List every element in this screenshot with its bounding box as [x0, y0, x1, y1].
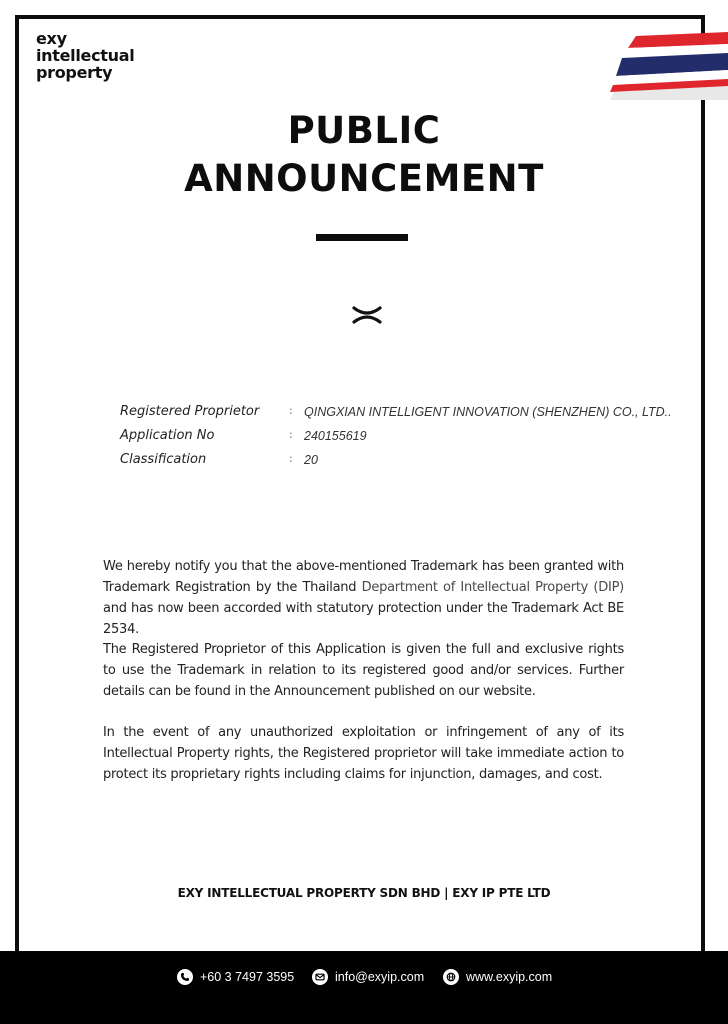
detail-colon: :	[289, 452, 293, 465]
footer-bar	[0, 951, 728, 1024]
detail-colon: :	[289, 404, 293, 417]
footer-phone-text: +60 3 7497 3595	[200, 970, 295, 984]
notice-paragraph-2: The Registered Proprietor of this Application is given the full and exclusive rights to use the Trademark in relation to its registered good and/or services. Further details can be found in the Announcement published on our website.	[103, 642, 624, 699]
phone-icon	[177, 969, 193, 985]
detail-label: Registered Proprietor	[120, 404, 260, 419]
p1-text-before: We hereby notify you that the above-mentioned Trademark has been granted with Trademark Registration by the Thailand	[103, 559, 624, 595]
detail-label: Application No	[120, 428, 215, 443]
footer-website-text: www.exyip.com	[466, 970, 553, 984]
logo-line-2: intellectual	[36, 46, 135, 65]
p1-text-after: and has now been accorded with statutory protection under the Trademark Act BE 2534.	[103, 601, 624, 637]
page-title-line-1: PUBLIC	[287, 109, 441, 152]
footer-website[interactable]	[443, 968, 552, 986]
page-title-line-2: ANNOUNCEMENT	[184, 157, 544, 200]
detail-value: 240155619	[304, 429, 367, 443]
detail-row	[120, 452, 680, 476]
logo-line-3: property	[36, 63, 113, 82]
detail-row	[120, 428, 680, 452]
footer-email[interactable]	[312, 968, 424, 986]
company-name-line: EXY INTELLECTUAL PROPERTY SDN BHD | EXY IP PTE LTD	[177, 886, 551, 900]
footer-email-text: info@exyip.com	[335, 970, 425, 984]
detail-row	[120, 404, 680, 428]
company-logo	[36, 30, 134, 81]
detail-colon: :	[289, 428, 293, 441]
mail-icon	[312, 969, 328, 985]
footer-phone[interactable]	[177, 968, 294, 986]
globe-icon	[443, 969, 459, 985]
notice-paragraph-3: In the event of any unauthorized exploitation or infringement of any of its Intellectual Property rights, the Registered proprietor will take immediate action to protect its proprietary rights including claims for injunction, damages, and cost.	[103, 725, 624, 782]
detail-value: 20	[304, 453, 318, 467]
detail-label: Classification	[120, 452, 207, 467]
trademark-details	[120, 404, 680, 476]
trademark-mark-icon	[350, 302, 384, 326]
logo-line-1: exy	[36, 29, 67, 48]
dip-link[interactable]: Department of Intellectual Property (DIP)	[361, 580, 624, 595]
detail-value: QINGXIAN INTELLIGENT INNOVATION (SHENZHEN) CO., LTD..	[304, 405, 672, 419]
thailand-flag-icon	[610, 30, 728, 100]
title-underline	[316, 234, 408, 241]
notice-paragraph-1	[103, 556, 624, 640]
